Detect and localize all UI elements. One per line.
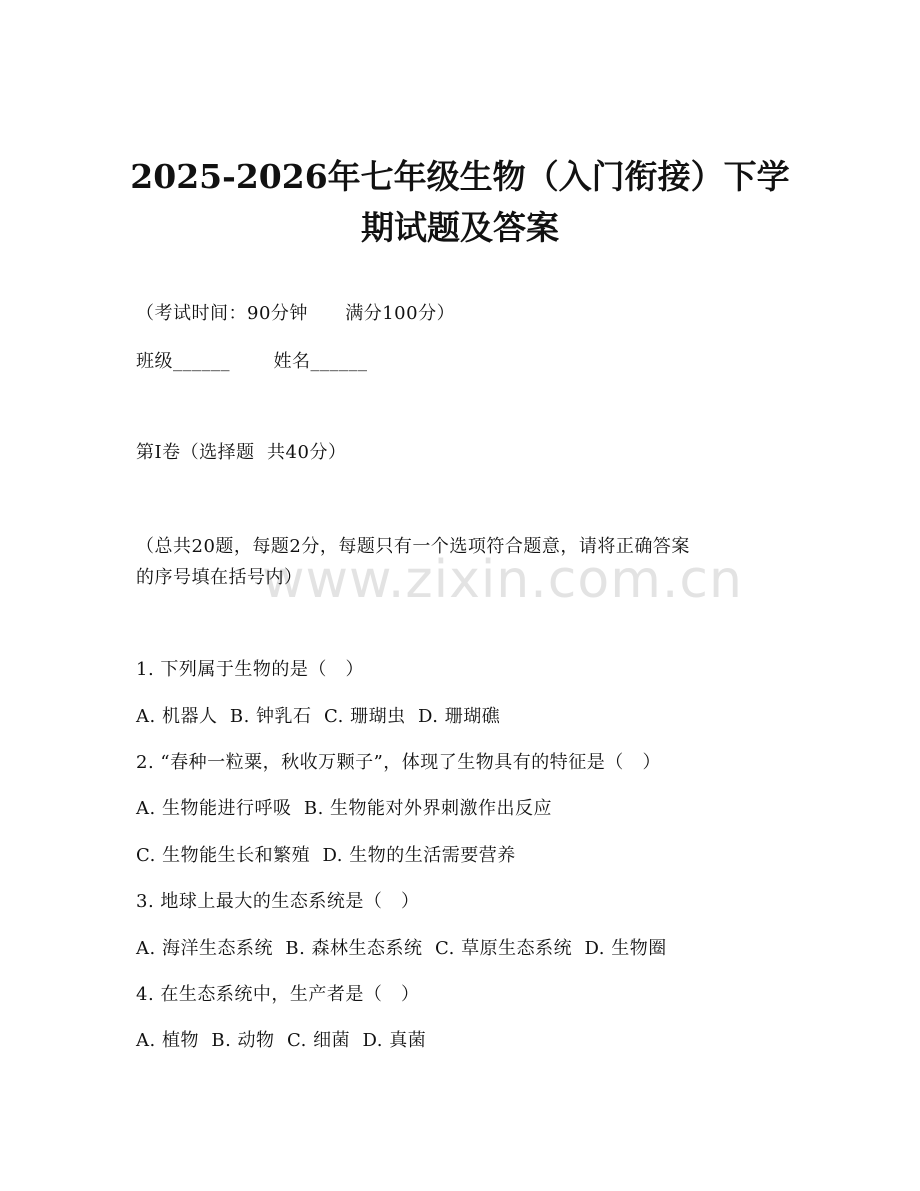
question-4-options: A. 植物 B. 动物 C. 细菌 D. 真菌 — [136, 1030, 427, 1051]
question-3-stem: 3. 地球上最大的生态系统是（ ） — [136, 891, 420, 912]
question-1-options: A. 机器人 B. 钟乳石 C. 珊瑚虫 D. 珊瑚礁 — [136, 706, 501, 727]
question-4-stem: 4. 在生态系统中，生产者是（ ） — [136, 984, 420, 1005]
class-name-fields: 班级______ 姓名______ — [136, 351, 368, 372]
question-2-stem: 2. “春种一粒粟，秋收万颗子”，体现了生物具有的特征是（ ） — [136, 752, 661, 773]
page-title-line2: 期试题及答案 — [361, 208, 559, 247]
section-title: 第I卷（选择题 共40分） — [136, 442, 347, 463]
exam-info: （考试时间：90分钟 满分100分） — [136, 303, 456, 324]
page-title-line1: 2025-2026年七年级生物（入门衔接）下学 — [130, 157, 790, 196]
question-2-options-line2: C. 生物能生长和繁殖 D. 生物的生活需要营养 — [136, 845, 516, 866]
question-2-options-line1: A. 生物能进行呼吸 B. 生物能对外界刺激作出反应 — [136, 798, 553, 819]
instructions-line2: 的序号填在括号内） — [136, 567, 303, 588]
instructions-line1: （总共20题，每题2分，每题只有一个选项符合题意，请将正确答案 — [136, 536, 690, 557]
question-3-options: A. 海洋生态系统 B. 森林生态系统 C. 草原生态系统 D. 生物圈 — [136, 938, 667, 959]
watermark: www.zixin.com.cn — [262, 550, 743, 610]
question-1-stem: 1. 下列属于生物的是（ ） — [136, 659, 365, 680]
